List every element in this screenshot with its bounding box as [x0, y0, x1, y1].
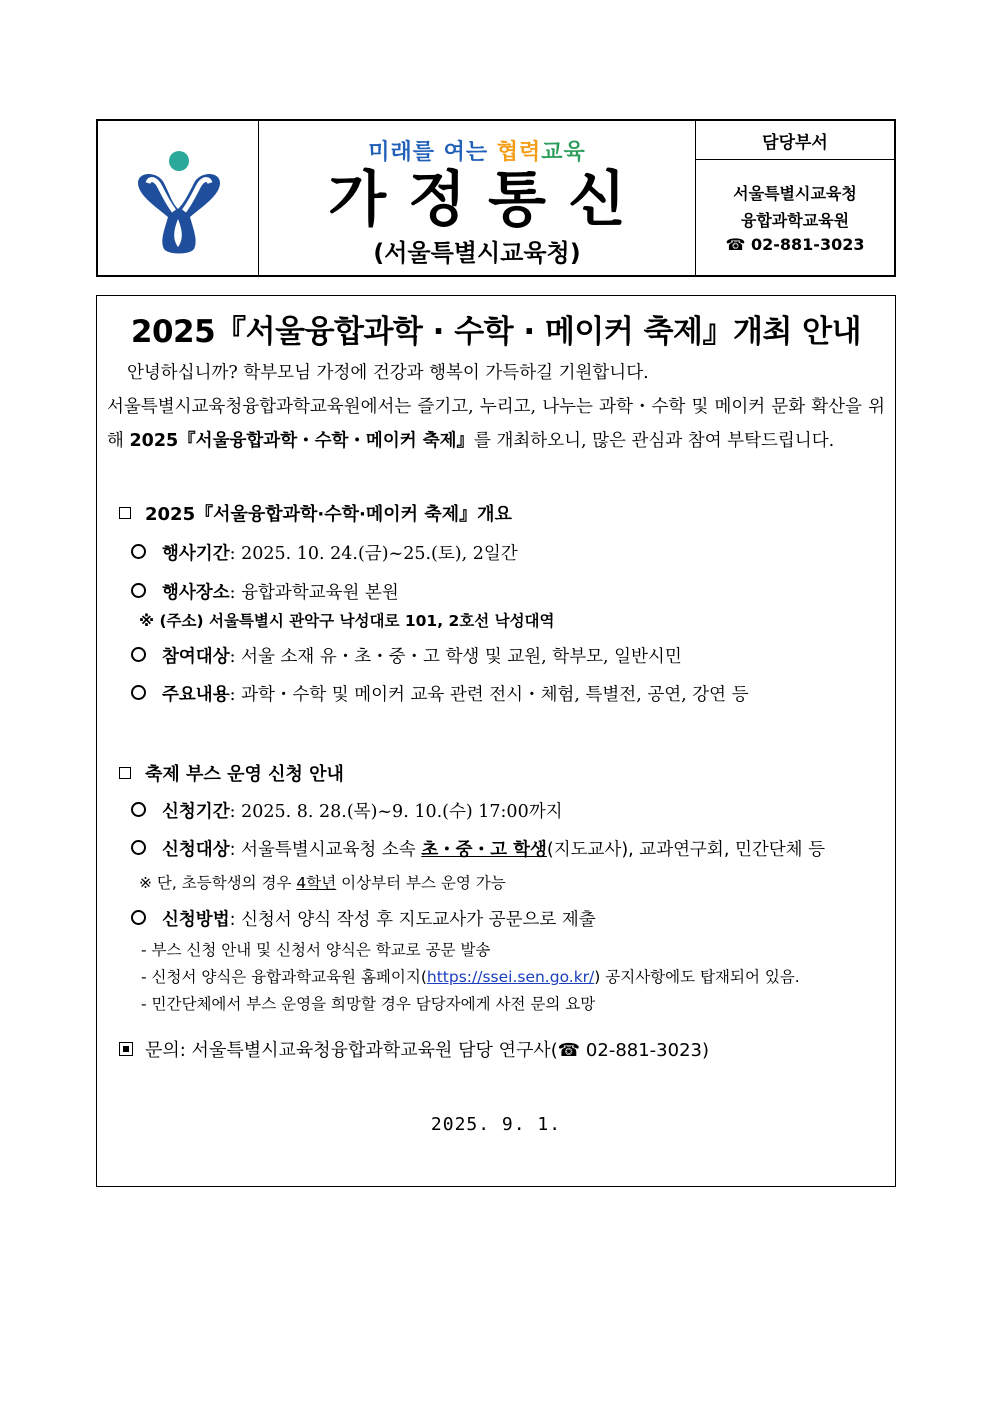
homepage-link[interactable]: https://ssei.sen.go.kr/ [426, 968, 595, 986]
method-detail-1: - 부스 신청 안내 및 신청서 양식은 학교로 공문 발송 [141, 941, 491, 959]
department-info [696, 160, 894, 275]
slogan [259, 135, 695, 166]
grade-note [139, 871, 506, 893]
main-content [131, 681, 749, 706]
application-target [131, 836, 825, 861]
section-overview-heading [119, 500, 512, 526]
circle-bullet-icon [131, 685, 146, 700]
square-bullet-icon [119, 507, 131, 519]
intro-text-a: 서울특별시교육청융합과학교육원에서는 즐기고, 누리고, 나누는 과학・수학 및 메이커 문화 확산을 위해 [107, 397, 885, 451]
department-line1: 서울특별시교육청 [733, 184, 857, 203]
application-target-students: 초・중・고 학생 [421, 840, 547, 860]
circle-bullet-icon [131, 647, 146, 662]
intro-text-b: 를 개최하오니, 많은 관심과 참여 부탁드립니다. [474, 431, 835, 451]
contact-line [119, 1036, 709, 1062]
main-content-value: : 과학・수학 및 메이커 교육 관련 전시・체험, 특별전, 공연, 강연 등 [229, 685, 749, 705]
filled-square-bullet-icon [119, 1042, 133, 1056]
application-period-value: : 2025. 8. 28.(목)~9. 10.(수) 17:00까지 [229, 802, 563, 822]
notice-title: 2025『서울융합과학 · 수학 · 메이커 축제』개최 안내 [130, 314, 862, 350]
notice-body [96, 295, 896, 1187]
greeting: 안녕하십니까? 학부모님 가정에 건강과 행복이 가득하길 기원합니다. [127, 363, 649, 383]
department-cell [696, 121, 894, 275]
main-content-label: 주요내용 [162, 685, 230, 705]
application-target-b: (지도교사), 교과연구회, 민간단체 등 [546, 840, 826, 860]
method-detail-2-a: - 신청서 양식은 융합과학교육원 홈페이지( [141, 968, 427, 986]
application-method [131, 906, 596, 931]
event-venue [131, 579, 399, 604]
contact-text: 문의: 서울특별시교육청융합과학교육원 담당 연구사(☎ 02-881-3023) [145, 1040, 710, 1061]
letter-header [96, 119, 896, 277]
method-detail-2-b: ) 공지사항에도 탑재되어 있음. [594, 968, 800, 986]
seoul-education-logo-icon [98, 121, 258, 275]
method-detail-3: - 민간단체에서 부스 운영을 희망할 경우 담당자에게 사전 문의 요망 [141, 995, 596, 1013]
application-method-label: 신청방법 [162, 910, 230, 930]
section-overview-title: 2025『서울융합과학·수학·메이커 축제』개요 [145, 504, 512, 525]
grade-note-a: ※ 단, 초등학생의 경우 [139, 874, 297, 892]
circle-bullet-icon [131, 910, 146, 925]
address-note: ※ (주소) 서울특별시 관악구 낙성대로 101, 2호선 낙성대역 [139, 612, 555, 630]
participants-value: : 서울 소재 유・초・중・고 학생 및 교원, 학부모, 일반시민 [229, 647, 682, 667]
section-booth-title: 축제 부스 운영 신청 안내 [145, 764, 344, 785]
slogan-part3: 교육 [541, 140, 586, 165]
slogan-part1: 미래를 여는 [368, 140, 497, 165]
department-label: 담당부서 [696, 121, 894, 160]
application-target-a: : 서울특별시교육청 소속 [229, 840, 422, 860]
logo-cell [98, 121, 259, 275]
section-booth-heading [119, 760, 344, 786]
title-cell [259, 121, 696, 275]
issue-date: 2025. 9. 1. [430, 1114, 562, 1135]
intro-text [107, 390, 885, 458]
circle-bullet-icon [131, 840, 146, 855]
newsletter-title: 가정통신 [328, 165, 648, 235]
event-venue-label: 행사장소 [162, 583, 230, 603]
department-line2: 융합과학교육원 [740, 211, 850, 230]
intro-text-bold: 2025『서울융합과학・수학・메이커 축제』 [129, 431, 475, 451]
department-phone: ☎ 02-881-3023 [725, 235, 865, 254]
event-venue-value: : 융합과학교육원 본원 [229, 583, 399, 603]
application-method-value: : 신청서 양식 작성 후 지도교사가 공문으로 제출 [229, 910, 596, 930]
application-target-label: 신청대상 [162, 840, 230, 860]
application-period [131, 798, 563, 823]
participants-label: 참여대상 [162, 647, 230, 667]
method-detail-2 [141, 965, 800, 987]
participants [131, 643, 682, 668]
slogan-part2: 협력 [496, 140, 542, 165]
intro-paragraph [107, 356, 885, 458]
circle-bullet-icon [131, 544, 146, 559]
square-bullet-icon [119, 767, 131, 779]
circle-bullet-icon [131, 583, 146, 598]
grade-note-b: 이상부터 부스 운영 가능 [336, 874, 506, 892]
grade-note-grade: 4학년 [296, 874, 337, 892]
event-period-value: : 2025. 10. 24.(금)~25.(토), 2일간 [229, 544, 518, 564]
newsletter-subtitle: (서울특별시교육청) [373, 239, 581, 267]
circle-bullet-icon [131, 802, 146, 817]
event-period [131, 540, 518, 565]
event-period-label: 행사기간 [162, 544, 230, 564]
application-period-label: 신청기간 [162, 802, 230, 822]
